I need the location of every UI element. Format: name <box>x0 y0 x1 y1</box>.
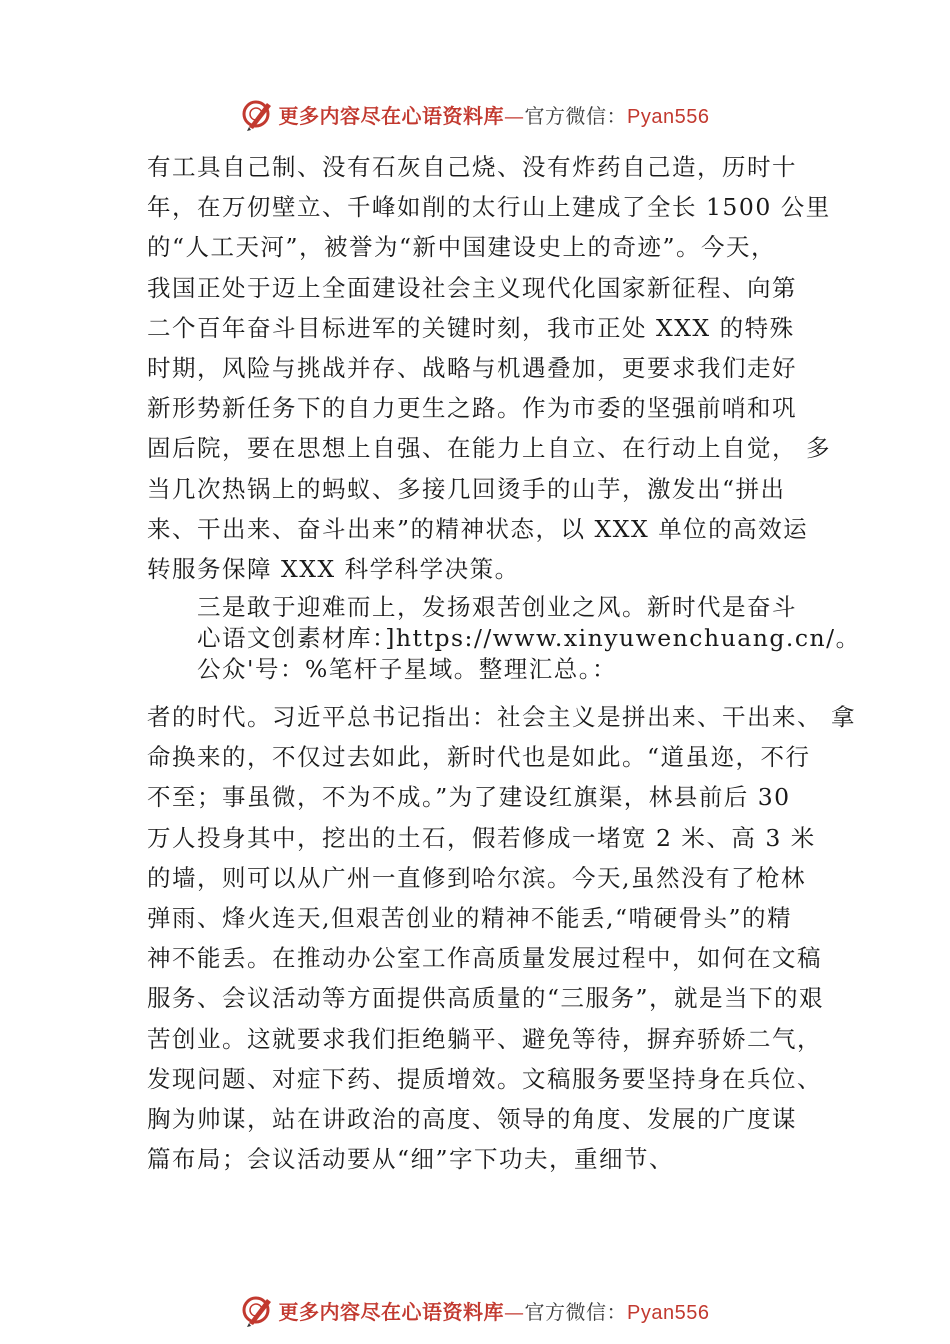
text-line: 胸为帅谋，站在讲政治的高度、领导的角度、发展的广度谋 <box>147 1104 797 1133</box>
footer-official-label: 官方微信： <box>524 1299 628 1324</box>
header-official-label: 官方微信： <box>524 103 628 128</box>
text-line: 的墙，则可以从广州一直修到哈尔滨。今天,虽然没有了枪林 <box>147 863 806 892</box>
text-line: 神不能丢。在推动办公室工作高质量发展过程中，如何在文稿 <box>147 944 822 973</box>
text-line: 时期，风险与挑战并存、战略与机遇叠加，更要求我们走好 <box>147 353 797 382</box>
text-line: 转服务保障 XXX 科学科学决策。 <box>147 554 520 583</box>
section-heading-line: 三是敢于迎难而上，发扬艰苦创业之风。新时代是奋斗 <box>197 593 797 621</box>
text-line: 者的时代。习近平总书记指出：社会主义是拼出来、干出来、 拿 <box>147 703 856 731</box>
pen-circle-logo-icon <box>241 1293 275 1327</box>
text-line: 我国正处于迈上全面建设社会主义现代化国家新征程、向第 <box>147 273 797 302</box>
watermark-account-line: 公众'号：%笔杆子星域。整理汇总。： <box>197 655 618 683</box>
text-line: 弹雨、烽火连天,但艰苦创业的精神不能丢,“啃硬骨头”的精 <box>147 903 792 932</box>
text-line: 有工具自己制、没有石灰自己烧、没有炸药自己造，历时十 <box>147 153 797 181</box>
watermark-url-line: 心语文创素材库：]https://www.xinyuwenchuang.cn/。 <box>197 624 861 652</box>
header-banner <box>0 94 950 134</box>
text-line: 万人投身其中，挖出的土石，假若修成一堵宽 2 米、高 3 米 <box>147 823 816 852</box>
header-text <box>279 100 710 129</box>
text-line: 不至；事虽微，不为不成。”为了建设红旗渠，林县前后 30 <box>147 783 791 812</box>
footer-banner <box>0 1290 950 1330</box>
header-wechat-id: Pyan556 <box>627 105 710 128</box>
footer-dash: — <box>504 1299 525 1324</box>
text-line: 的“人工天河”，被誉为“新中国建设史上的奇迹”。今天， <box>147 233 777 262</box>
text-line: 苦创业。这就要求我们拒绝躺平、避免等待，摒弃骄娇二气， <box>147 1024 822 1053</box>
body-paragraph-2 <box>147 697 856 1179</box>
text-line: 固后院，要在思想上自强、在能力上自立、在行动上自觉， 多 <box>147 434 831 463</box>
pen-circle-logo-icon <box>241 97 275 131</box>
text-line: 命换来的，不仅过去如此，新时代也是如此。“道虽迩，不行 <box>147 743 811 772</box>
header-dash: — <box>504 103 525 128</box>
text-line: 新形势新任务下的自力更生之路。作为市委的坚强前哨和巩 <box>147 394 797 423</box>
footer-wechat-id: Pyan556 <box>627 1301 710 1324</box>
text-line: 当几次热锅上的蚂蚁、多接几回烫手的山芋，激发出“拼出 <box>147 474 786 503</box>
text-line: 发现问题、对症下药、提质增效。文稿服务要坚持身在兵位、 <box>147 1064 822 1093</box>
footer-site-name: 更多内容尽在心语资料库 <box>278 1299 505 1324</box>
section-heading-block <box>197 592 861 685</box>
body-paragraph-1 <box>147 147 831 589</box>
header-site-name: 更多内容尽在心语资料库 <box>278 103 505 128</box>
text-line: 篇布局；会议活动要从“细”字下功夫，重细节、 <box>147 1145 675 1174</box>
text-line: 二个百年奋斗目标进军的关键时刻，我市正处 XXX 的特殊 <box>147 313 795 342</box>
text-line: 来、干出来、奋斗出来”的精神状态，以 XXX 单位的高效运 <box>147 514 809 543</box>
footer-text <box>279 1296 710 1325</box>
text-line: 服务、会议活动等方面提供高质量的“三服务”，就是当下的艰 <box>147 984 825 1013</box>
text-line: 年，在万仞壁立、千峰如削的太行山上建成了全长 1500 公里 <box>147 193 831 222</box>
